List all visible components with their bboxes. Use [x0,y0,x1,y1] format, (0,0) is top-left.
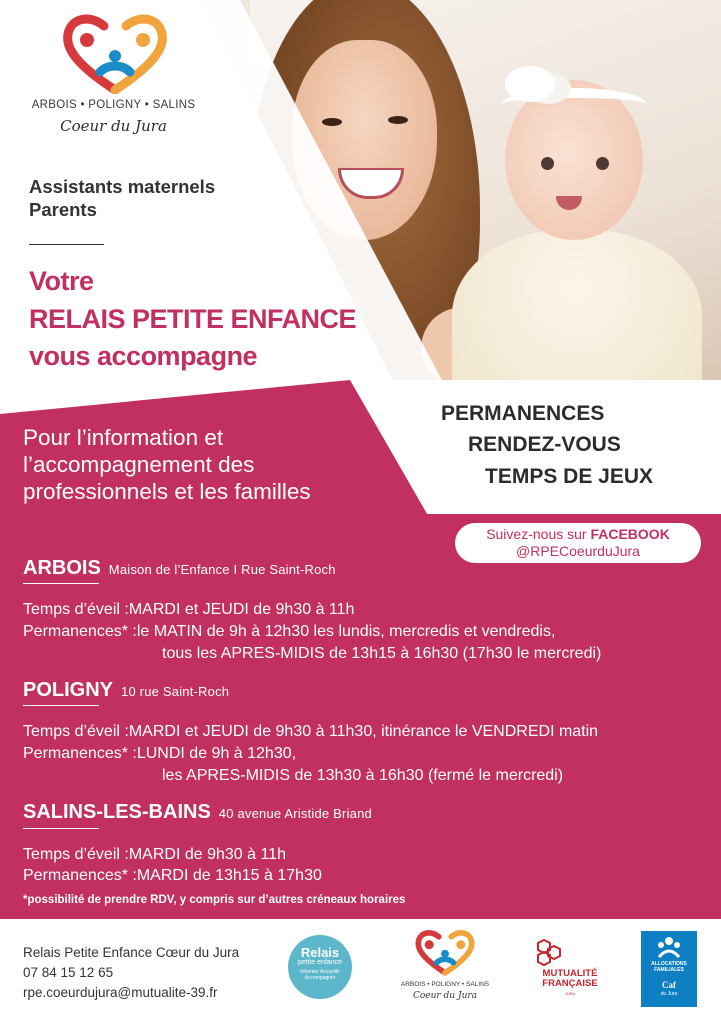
intro-line-2: l’accompagnement des [23,452,255,477]
city-address: 40 avenue Aristide Briand [218,806,372,821]
divider [29,244,104,245]
intro-line-3: professionnels et les familles [23,479,311,504]
schedule-line: Temps d’éveil :MARDI et JEUDI de 9h30 à 11h30, itinérance le VENDREDI matin [23,723,599,740]
city-address: 10 rue Saint-Roch [121,684,230,699]
intro-line-1: Pour l’information et [23,425,224,450]
logo-script: Coeur du Jura [60,117,167,135]
mutualite-honeycomb-icon [534,938,574,968]
caf-family-icon [655,935,683,959]
service-rendez-vous: RENDEZ-VOUS [468,433,621,456]
location-poligny [23,679,229,702]
schedule-line: Temps d’éveil :MARDI et JEUDI de 9h30 à 11h [23,601,355,618]
caf-logo: ALLOCATIONS FAMILIALES Caf du Jura [641,931,697,1007]
coeur-du-jura-logo-icon [414,928,476,976]
schedule-line: les APRES-MIDIS de 13h30 à 16h30 (fermé le mercredi) [162,767,564,784]
schedule-line: Permanences* :MARDI de 13h15 à 17h30 [23,867,322,884]
city-name: ARBOIS [23,557,101,579]
coeur-script: Coeur du Jura [412,991,478,1001]
footer-phone[interactable]: 07 84 15 12 65 [23,965,114,980]
relais-petite-enfance-logo: Relais petite enfance Informer Accueillir Accompagner [288,935,352,999]
facebook-link[interactable] [455,523,701,563]
headline-line-1: Votre [29,266,94,296]
headline-line-3: vous accompagne [29,341,258,371]
logo-towns: ARBOIS • POLIGNY • SALINS [31,99,196,111]
schedule-line: Permanences* :LUNDI de 9h à 12h30, [23,745,297,762]
mutualite-logo-name: MUTUALITÉ FRANÇAISE [542,968,598,989]
footnote: *possibilité de prendre RDV, y compris sur d’autres créneaux horaires [23,894,406,906]
city-name: SALINS-LES-BAINS [23,801,211,823]
audience-line-1: Assistants maternels [29,176,216,197]
location-arbois [23,557,336,580]
location-salins [23,801,372,824]
city-underline [23,583,99,584]
service-temps-de-jeux: TEMPS DE JEUX [485,465,654,488]
footer-email[interactable]: rpe.coeurdujura@mutualite-39.fr [23,985,218,1000]
mutualite-logo-region: JURA [564,991,576,996]
schedule-line: Permanences* :le MATIN de 9h à 12h30 les lundis, mercredis et vendredis, [23,623,556,640]
heart-logo-icon [60,12,170,94]
service-permanences: PERMANENCES [441,402,605,425]
city-underline [23,828,99,829]
city-underline [23,705,99,706]
city-address: Maison de l’Enfance I Rue Saint-Roch [108,562,336,577]
schedule-line: tous les APRES-MIDIS de 13h15 à 16h30 (17h30 le mercredi) [162,645,602,662]
schedule-line: Temps d’éveil :MARDI de 9h30 à 11h [23,846,286,863]
city-name: POLIGNY [23,679,114,701]
facebook-handle: @RPECoeurduJura [516,543,640,559]
headline-line-2: RELAIS PETITE ENFANCE [29,304,357,334]
coeur-towns: ARBOIS • POLIGNY • SALINS [400,981,490,988]
facebook-prompt: Suivez-nous sur FACEBOOK [486,526,670,542]
footer-name: Relais Petite Enfance Cœur du Jura [23,945,240,960]
audience-line-2: Parents [29,199,97,220]
